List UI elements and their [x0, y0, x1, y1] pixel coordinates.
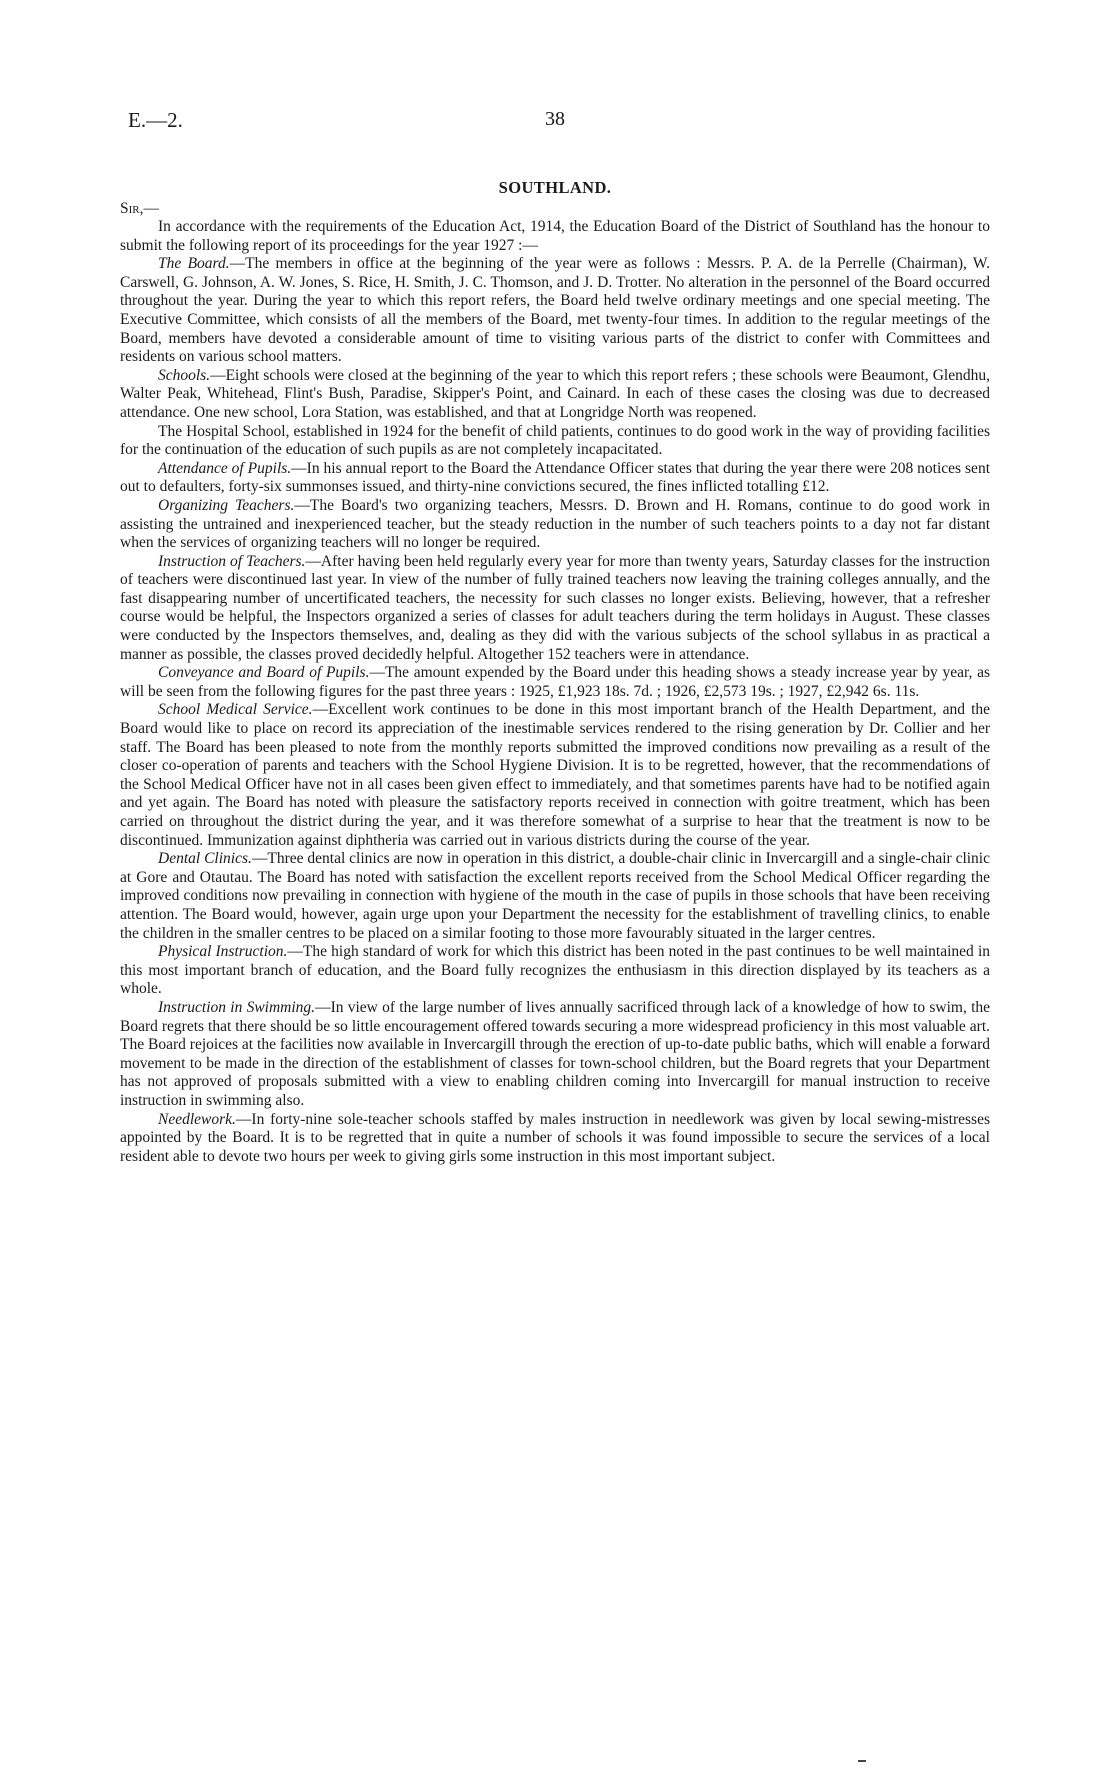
paragraph-schools — [120, 367, 990, 423]
paragraph-text: —In view of the large number of lives annually sacrificed through lack of a knowledge of how to swim, the Board regrets that there should be so little encouragement offered towards securing a more widespread proficiency in this most valuable art. The Board rejoices at the facilities now available in Invercargill through the erection of up-to-date public baths, which will enable a forward movement to be made in the direction of the establishment of classes for town-school children, but the Board regrets that your Department has not approved of proposals submitted with a view to enabling children coming into Invercargill for manual instruction to receive instruction in swimming also. — [120, 998, 991, 1109]
paragraph-attendance — [120, 460, 990, 497]
paragraph-text: —In forty-nine sole-teacher schools staffed by males instruction in needlework was given by local sewing-mistresses appointed by the Board. It is to be regretted that in quite a number of schools it was found impossible to secure the services of a local resident able to devote two hours per week to giving girls some instruction in this most important subject. — [120, 1110, 990, 1165]
paragraph-text: —Excellent work continues to be done in this most important branch of the Health Department, and the Board would like to place on record its appreciation of the inestimable services rendered to the rising generation by Dr. Collier and her staff. The Board has been pleased to note from the monthly reports submitted the improved conditions now prevailing as a result of the closer co-operation of parents and teachers with the School Hygiene Division. It is to be regretted, however, that the recommendations of the School Medical Officer have not in all cases been given effect to immediately, and that sometimes parents have had to be notified again and yet again. The Board has noted with pleasure the satisfactory reports received in connection with goitre treatment, which has been carried on throughout the district during the year, and it was therefore somewhat of a surprise to hear that the treatment is now to be discontinued. Immunization against diphtheria was carried out in various districts during the course of the year. — [120, 701, 991, 849]
paragraph-heading: Attendance of Pupils. — [158, 459, 292, 477]
paragraph-text: —The members in office at the beginning of the year were as follows : Messrs. P. A. de la Perrelle (Chairman), W. Carswell, G. Johnson, A. W. Jones, S. Rice, H. Smith, J. C. Thomson, and J. D. Trotter. No alteration in the personnel of the Board occurred throughout the year. During the year to which this report refers, the Board held twelve ordinary meetings and one special meeting. The Executive Committee, which consists of all the members of the Board, met twenty-four times. In addition to the regular meetings of the Board, members have devoted a considerable amount of time to visiting various parts of the district to confer with Committees and residents on various school matters. — [120, 255, 990, 366]
paragraph-dental-clinics — [120, 850, 990, 943]
page-header — [0, 108, 1114, 138]
paragraph-medical-service — [120, 701, 990, 850]
paragraph-intro — [120, 218, 990, 255]
paragraph-heading: Dental Clinics. — [158, 850, 252, 868]
paragraph-text: —After having been held regularly every year for more than twenty years, Saturday classes for the instruction of teachers were discontinued last year. In view of the number of fully trained teachers now leaving the training colleges annually, and the fast disappearing number of uncertificated teachers, the necessity for such classes no longer exists. Believing, however, that a refresher course would be helpful, the Inspectors organized a series of classes for adult teachers during the term holidays in August. These classes were conducted by the Inspectors themselves, and, dealing as they did with the various subjects of the school syllabus in as practical a manner as possible, the classes proved decidedly helpful. Altogether 152 teachers were in attendance. — [120, 552, 990, 663]
page-number: 38 — [545, 108, 565, 130]
salutation: Sir,— — [120, 200, 159, 217]
paragraph-heading: Conveyance and Board of Pupils. — [158, 664, 370, 682]
paragraph-text: —Three dental clinics are now in operation in this district, a double-chair clinic in Invercargill and a single-chair clinic at Gore and Otautau. The Board has noted with satisfaction the excellent reports received from the School Medical Officer regarding the improved conditions now prevailing in connection with hygiene of the mouth in the case of pupils in those schools that have been receiving attention. The Board would, however, again urge upon your Department the necessity for the establishment of travelling clinics, to enable the children in the smaller centres to be placed on a similar footing to those more favourably situated in the larger centres. — [120, 850, 990, 942]
paragraph-organizing-teachers — [120, 497, 990, 553]
paragraph-heading: Instruction of Teachers. — [158, 552, 306, 570]
paragraph-heading: Organizing Teachers. — [158, 496, 295, 514]
page-reference: E.—2. — [128, 108, 183, 132]
paragraph-text: In accordance with the requirements of the Education Act, 1914, the Education Board of the District of Southland has the honour to submit the following report of its proceedings for the year 1927 :— — [120, 218, 990, 254]
paragraph-heading: Physical Instruction. — [158, 943, 288, 961]
report-body — [120, 178, 990, 1166]
paragraph-instruction-of-teachers — [120, 553, 990, 665]
paragraph-physical-instruction — [120, 943, 990, 999]
paragraph-the-board — [120, 255, 990, 367]
district-title: SOUTHLAND. — [498, 178, 612, 197]
paragraph-heading: Needlework. — [158, 1110, 236, 1128]
paragraph-conveyance — [120, 664, 990, 701]
paragraph-swimming — [120, 999, 990, 1111]
paragraph-text: —The amount expended by the Board under this heading shows a steady increase year by year, as will be seen from the following figures for the past three years : 1925, £1,923 18s. 7d. ; 1926, £2,573 19s. ; 1927, £2,942 6s. 11s. — [120, 664, 990, 700]
paragraph-text: —In his annual report to the Board the Attendance Officer states that during the year there were 208 notices sent out to defaulters, forty-six summonses issued, and thirty-nine convictions secured, the fines inflicted totalling £12. — [120, 459, 990, 496]
paragraph-heading: The Board. — [158, 255, 230, 273]
paragraph-heading: School Medical Service. — [158, 701, 313, 719]
paragraph-needlework — [120, 1111, 990, 1167]
paragraph-text: —The Board's two organizing teachers, Messrs. D. Brown and H. Romans, continue to do good work in assisting the untrained and inexperienced teacher, but the steady reduction in the number of such teachers points to a day not far distant when the services of organizing teachers will no longer be required. — [120, 496, 990, 552]
scan-mark — [858, 1760, 866, 1762]
paragraph-text: —The high standard of work for which this district has been noted in the past continues to be well maintained in this most important branch of education, and the Board fully recognizes the enthusiasm in this direction displayed by its teachers as a whole. — [120, 943, 991, 998]
paragraph-hospital-school — [120, 423, 990, 460]
paragraph-heading: Schools. — [158, 366, 211, 384]
paragraph-text: The Hospital School, established in 1924 for the benefit of child patients, continues to do good work in the way of providing facilities for the continuation of the education of such pupils as are not completely incapacitated. — [120, 422, 990, 459]
paragraph-heading: Instruction in Swimming. — [158, 998, 316, 1016]
paragraph-text: —Eight schools were closed at the beginning of the year to which this report refers ; these schools were Beaumont, Glendhu, Walter Peak, Whitehead, Flint's Bush, Paradise, Skipper's Point, and Cainard. In each of these cases the closing was due to decreased attendance. One new school, Lora Station, was established, and that at Longridge North was reopened. — [120, 366, 990, 421]
